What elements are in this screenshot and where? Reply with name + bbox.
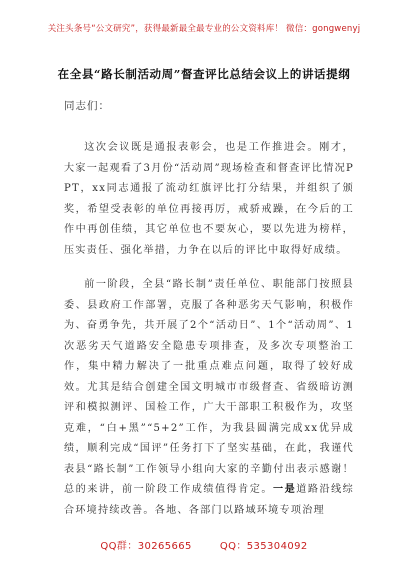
footer-contact <box>0 537 408 552</box>
document-body <box>64 138 354 535</box>
paragraph-2 <box>64 275 354 521</box>
header-note: 关注头条号“公文研究”，获得最新最全最专业的公文资料库！ 微信：gongwenyj <box>47 24 361 34</box>
footer-qq-group: QQ群：30265665 <box>100 541 192 552</box>
salutation: 同志们： <box>64 100 110 112</box>
paragraph-1: 这次会议既是通报表彰会，也是工作推进会。刚才，大家一起观看了3月份“活动周”现场检查和督查评比情况PPT，xx同志通报了流动红旗评比打分结果，并组织了颁奖，希望受表彰的单位再接再厉，戒骄戒躁，在今后的工作中再创佳绩，其它单位也不要灰心，要以先进为榜样，压实责任、强化举措，力争在以后的评比中取得好成绩。 <box>64 142 354 256</box>
footer-qq: QQ：535304092 <box>219 541 308 552</box>
paragraph-2-text: 前一阶段，全县“路长制”责任单位、职能部门按照县委、县政府工作部署，克服了各种恶劣天气影响，积极作为、奋勇争先，共开展了2个“活动日”、1个“活动周”、1次恶劣天气道路安全隐患专项排查，及多次专项整治工作，集中精力解决了一批重点难点问题，取得了较好成效。尤其是结合创建全国文明城市市级督查、省级暗访测评和模拟测评、国检工作，广大干部职工积极作为，攻坚克难，“白+黑”“5+2”工作，为我县圆满完成xx优异成绩，顺利完成“国评”任务打下了坚实基础，在此，我谨代表县“路长制”工作领导小组向大家的辛勤付出表示感谢！总的来讲，前一阶段工作成绩值得肯定。 <box>64 279 354 495</box>
paragraph-2-tail: 道路沿线综合环境持续改善。各地、各部门以路域环境专项治理 <box>64 484 355 516</box>
paragraph-2-bold-lead: 一是 <box>273 484 297 495</box>
document-title: 在全县“路长制活动周”督查评比总结会议上的讲话提纲 <box>57 67 351 81</box>
